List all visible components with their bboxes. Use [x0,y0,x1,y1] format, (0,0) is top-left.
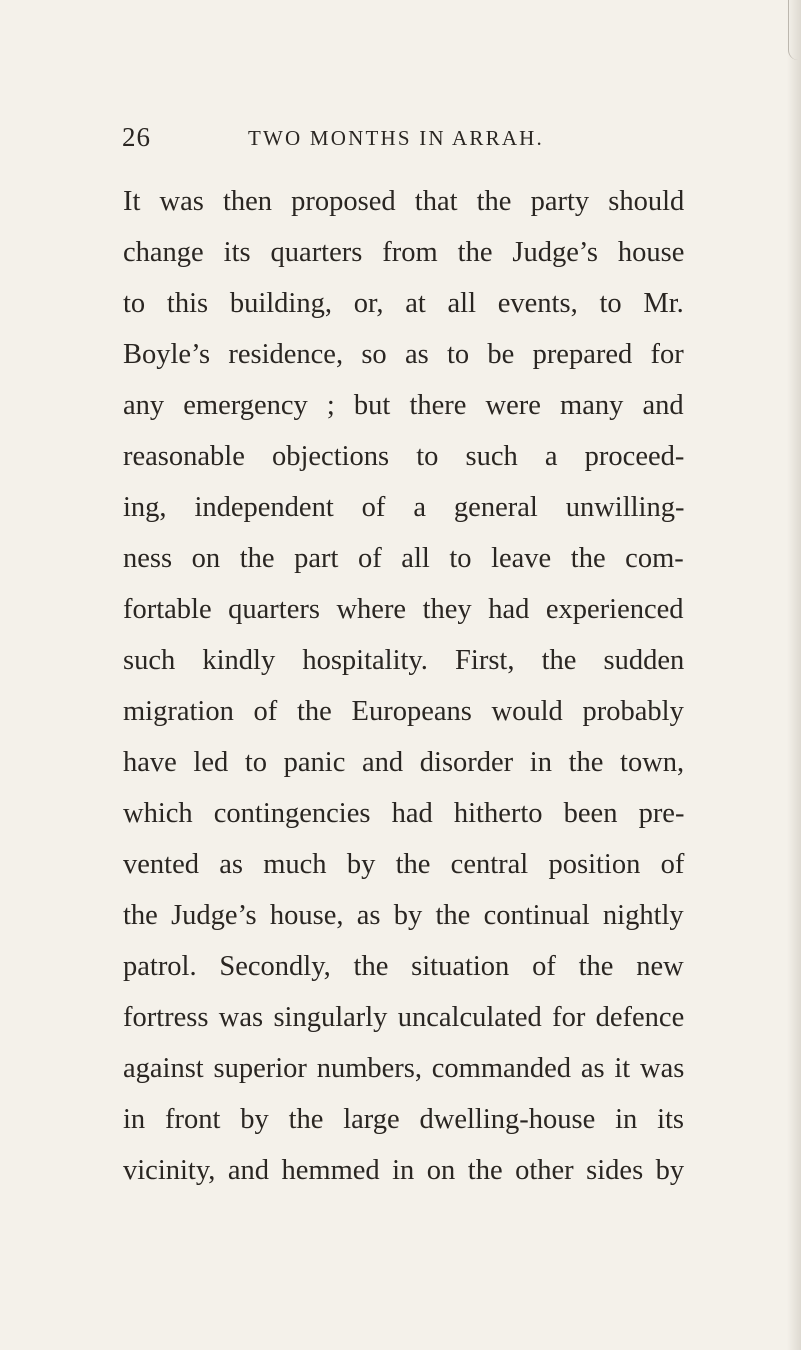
body-text [123,176,684,1196]
text-line: It was then proposed that the party should [123,186,685,217]
text-line: against superior numbers, commanded as it was [123,1053,685,1084]
text-line: Boyle’s residence, so as to be prepared for [123,339,684,370]
text-line: fortress was singularly uncalculated for defence [123,1002,685,1033]
text-line: vented as much by the central position of [123,849,685,880]
page-edge-shadow [787,0,801,1350]
page-corner-curl [788,0,799,60]
page-header [0,122,801,152]
text-line: any emergency ; but there were many and [123,390,684,421]
text-line: vicinity, and hemmed in on the other sides by [123,1155,685,1186]
text-line: have led to panic and disorder in the town, [123,747,685,778]
text-line: in front by the large dwelling-house in its [123,1104,685,1135]
text-line: which contingencies had hitherto been pre- [123,798,685,829]
text-line: ing, independent of a general unwilling- [123,492,685,523]
running-head: TWO MONTHS IN ARRAH. [248,126,544,150]
text-line: migration of the Europeans would probably [123,696,684,727]
text-line: reasonable objections to such a proceed- [123,441,685,472]
text-line: fortable quarters where they had experienced [123,594,684,625]
text-line: to this building, or, at all events, to Mr. [123,288,684,319]
page-number: 26 [122,122,151,152]
text-line: change its quarters from the Judge’s house [123,237,685,268]
text-line: patrol. Secondly, the situation of the new [123,951,684,982]
text-line: such kindly hospitality. First, the sudden [123,645,685,676]
text-line: ness on the part of all to leave the com- [123,543,684,574]
text-line: the Judge’s house, as by the continual nightly [123,900,684,931]
